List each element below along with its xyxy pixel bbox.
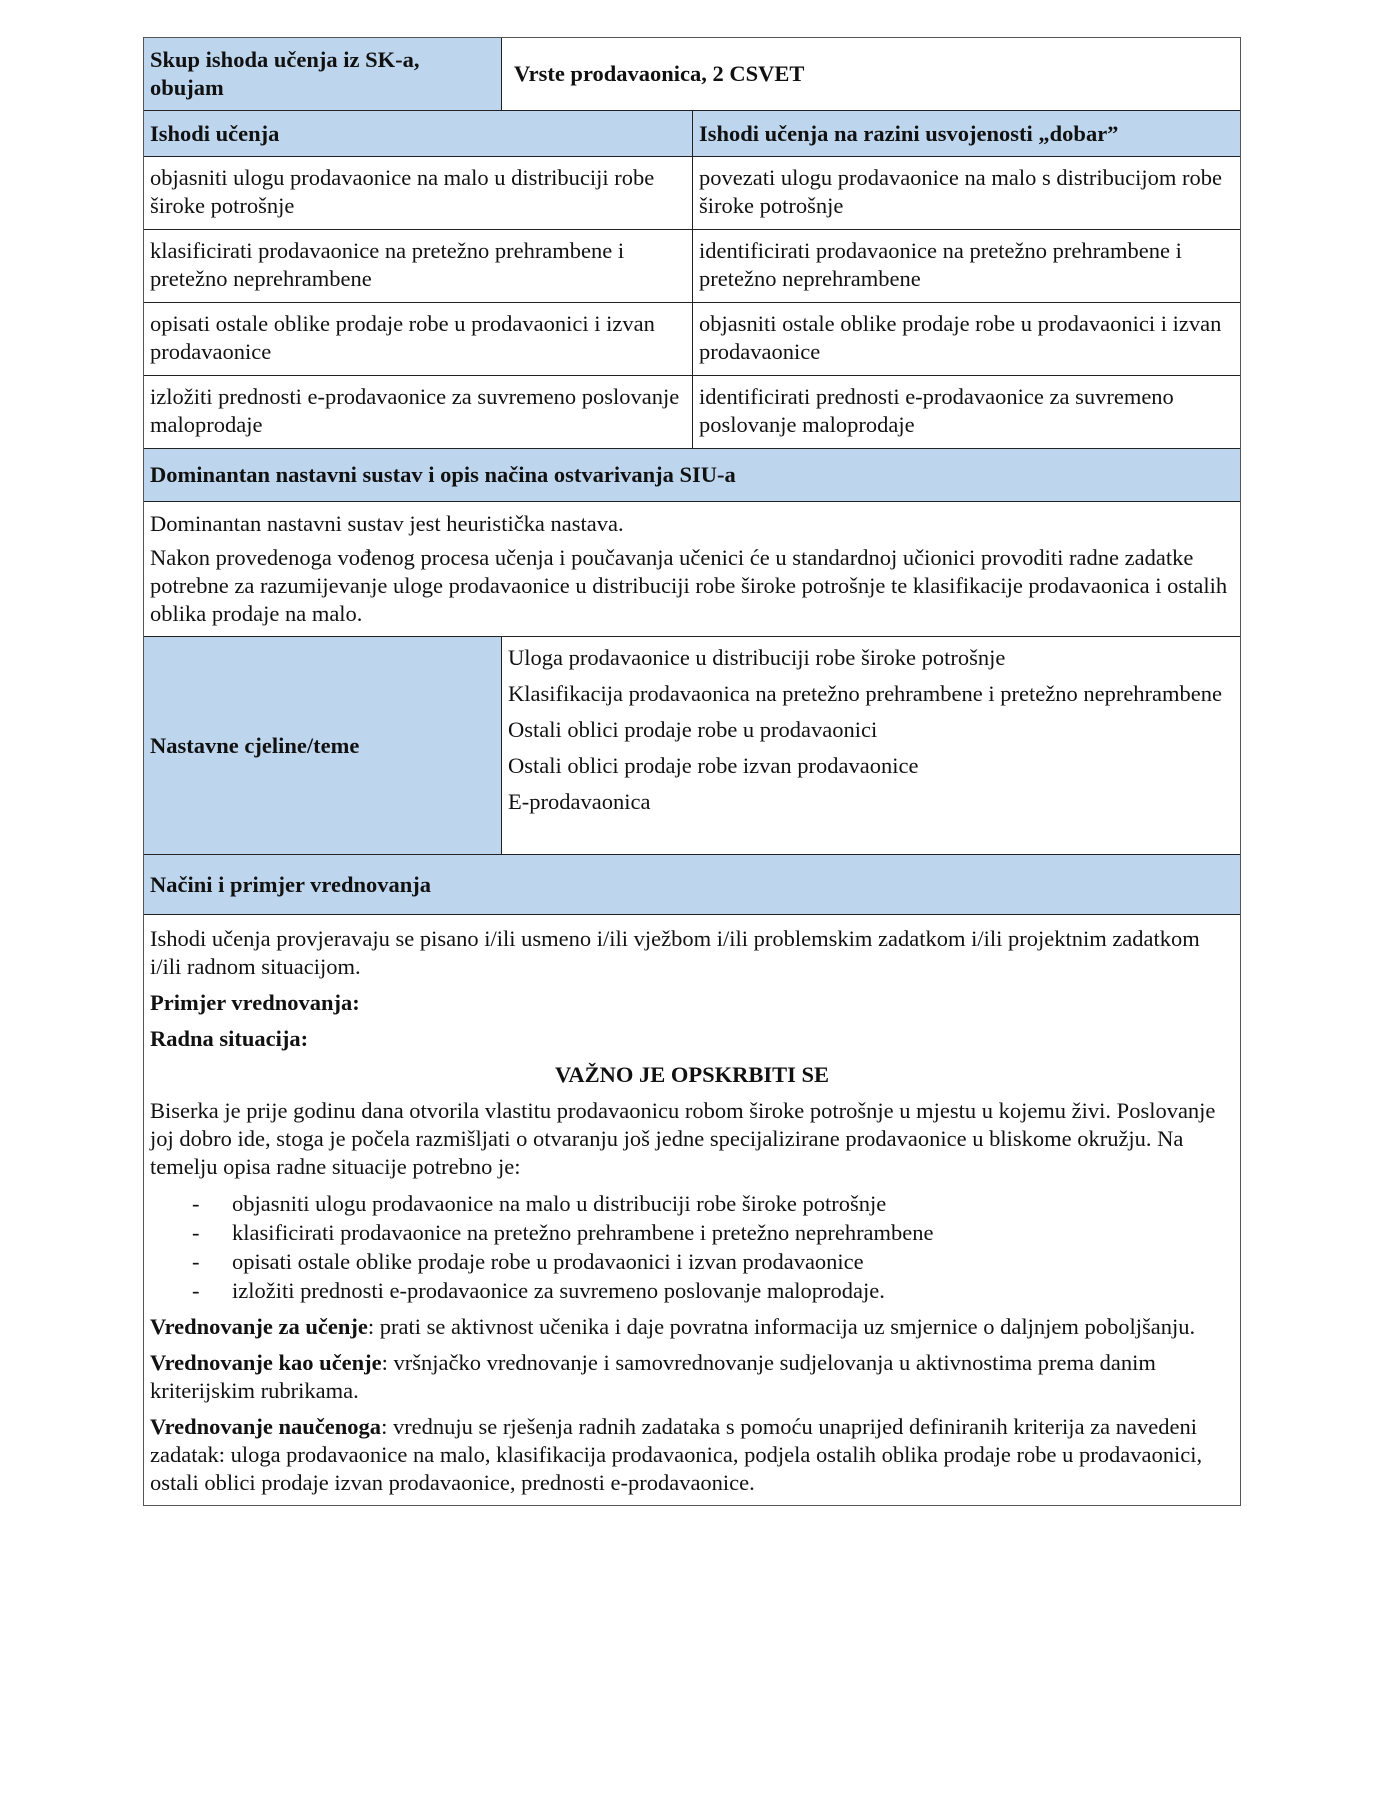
- topic-item: E-prodavaonica: [508, 789, 651, 814]
- outcome-row: [144, 156, 1240, 229]
- topics-row: [144, 636, 1240, 854]
- evaluation-body-row: [144, 914, 1240, 1505]
- situation-title: VAŽNO JE OPSKRBITI SE: [554, 1062, 830, 1087]
- task-list: [150, 1189, 1234, 1305]
- outcome-left: opisati ostale oblike prodaje robe u prodavaonici i izvan prodavaonice: [150, 311, 655, 364]
- evaluation-body: [144, 915, 1240, 1505]
- dash-bullet: -: [192, 1191, 200, 1216]
- situation-label: Radna situacija:: [150, 1026, 309, 1051]
- task-item: - objasniti ulogu prodavaonice na malo u distribuciji robe široke potrošnje: [192, 1191, 887, 1216]
- task-item: - izložiti prednosti e-prodavaonice za suvremeno poslovanje maloprodaje.: [192, 1278, 885, 1303]
- topic-item: Uloga prodavaonice u distribuciji robe široke potrošnje: [508, 645, 1006, 670]
- title-row: [144, 38, 1240, 110]
- dominant-paragraph-2: Nakon provedenoga vođenog procesa učenja i poučavanja učenici će u standardnoj učionici provoditi radne zadatke potrebne za razumijevanje uloge prodavaonice u distribuciji robe široke potrošnje te klasifikacije prodavaonica i ostalih oblika prodaje na malo.: [150, 545, 1228, 626]
- topics-label: Nastavne cjeline/teme: [144, 637, 501, 854]
- topics-list: [501, 637, 1240, 854]
- outcome-right: povezati ulogu prodavaonice na malo s distribucijom robe široke potrošnje: [692, 157, 1240, 229]
- dominant-header-row: [144, 448, 1240, 501]
- dash-bullet: -: [192, 1278, 200, 1303]
- topic-item: Ostali oblici prodaje robe izvan prodavaonice: [508, 753, 919, 778]
- eval-as-learning: Vrednovanje kao učenje: vršnjačko vrednovanje i samovrednovanje sudjelovanja u aktivnostima prema danim kriterijskim rubrikama.: [150, 1350, 1156, 1403]
- evaluation-header-row: [144, 854, 1240, 914]
- topic-item: Klasifikacija prodavaonica na pretežno prehrambene i pretežno neprehrambene: [508, 681, 1223, 706]
- outcome-left: klasificirati prodavaonice na pretežno prehrambene i pretežno neprehrambene: [150, 238, 625, 291]
- unit-value: Vrste prodavaonica, 2 CSVET: [501, 38, 1240, 110]
- eval-for-learning: Vrednovanje za učenje: prati se aktivnost učenika i daje povratna informacija uz smjernice o daljnjem poboljšanju.: [150, 1314, 1196, 1339]
- task-item: - opisati ostale oblike prodaje robe u prodavaonici i izvan prodavaonice: [192, 1249, 864, 1274]
- outcome-row: [144, 375, 1240, 448]
- outcomes-header-row: [144, 110, 1240, 156]
- outcome-right: objasniti ostale oblike prodaje robe u prodavaonici i izvan prodavaonice: [692, 303, 1240, 375]
- situation-text: Biserka je prije godinu dana otvorila vlastitu prodavaonicu robom široke potrošnje u mjestu u kojemu živi. Poslovanje joj dobro ide, stoga je počela razmišljati o otvaranju još jedne specijalizirane prodavaonice u bliskome okružju. Na temelju opisa radne situacije potrebno je:: [150, 1098, 1216, 1179]
- dominant-paragraph-1: Dominantan nastavni sustav jest heuristička nastava.: [150, 511, 624, 536]
- evaluation-intro: Ishodi učenja provjeravaju se pisano i/ili usmeno i/ili vježbom i/ili problemskim zadatkom i/ili projektnim zadatkom i/ili radnom situacijom.: [150, 926, 1200, 979]
- dominant-title: Dominantan nastavni sustav i opis načina ostvarivanja SIU-a: [150, 462, 736, 487]
- eval-of-learning: Vrednovanje naučenoga: vrednuju se rješenja radnih zadataka s pomoću unaprijed definiranih kriterija za navedeni zadatak: uloga prodavaonice na malo, klasifikacija prodavaonica, podjela ostalih oblika prodaje robe u prodavaonici, ostali oblici prodaje izvan prodavaonice, prednosti e-prodavaonice.: [150, 1414, 1203, 1495]
- dominant-body-row: [144, 501, 1240, 636]
- outcome-row: [144, 302, 1240, 375]
- topic-item: Ostali oblici prodaje robe u prodavaonici: [508, 717, 878, 742]
- outcome-row: [144, 229, 1240, 302]
- example-label: Primjer vrednovanja:: [150, 990, 360, 1015]
- dash-bullet: -: [192, 1249, 200, 1274]
- curriculum-table: [143, 37, 1241, 1506]
- outcomes-header-right: Ishodi učenja na razini usvojenosti „dobar”: [692, 111, 1240, 156]
- task-item: - klasificirati prodavaonice na pretežno prehrambene i pretežno neprehrambene: [192, 1220, 934, 1245]
- evaluation-title: Načini i primjer vrednovanja: [150, 871, 432, 897]
- outcome-right: identificirati prednosti e-prodavaonice za suvremeno poslovanje maloprodaje: [692, 376, 1240, 448]
- outcome-left: objasniti ulogu prodavaonice na malo u distribuciji robe široke potrošnje: [150, 165, 655, 218]
- outcome-right: identificirati prodavaonice na pretežno prehrambene i pretežno neprehrambene: [692, 230, 1240, 302]
- unit-label: Skup ishoda učenja iz SK-a, obujam: [144, 38, 501, 110]
- dominant-body: [144, 502, 1240, 636]
- dash-bullet: -: [192, 1220, 200, 1245]
- outcome-left: izložiti prednosti e-prodavaonice za suvremeno poslovanje maloprodaje: [150, 384, 680, 437]
- outcomes-header-left: Ishodi učenja: [150, 120, 280, 146]
